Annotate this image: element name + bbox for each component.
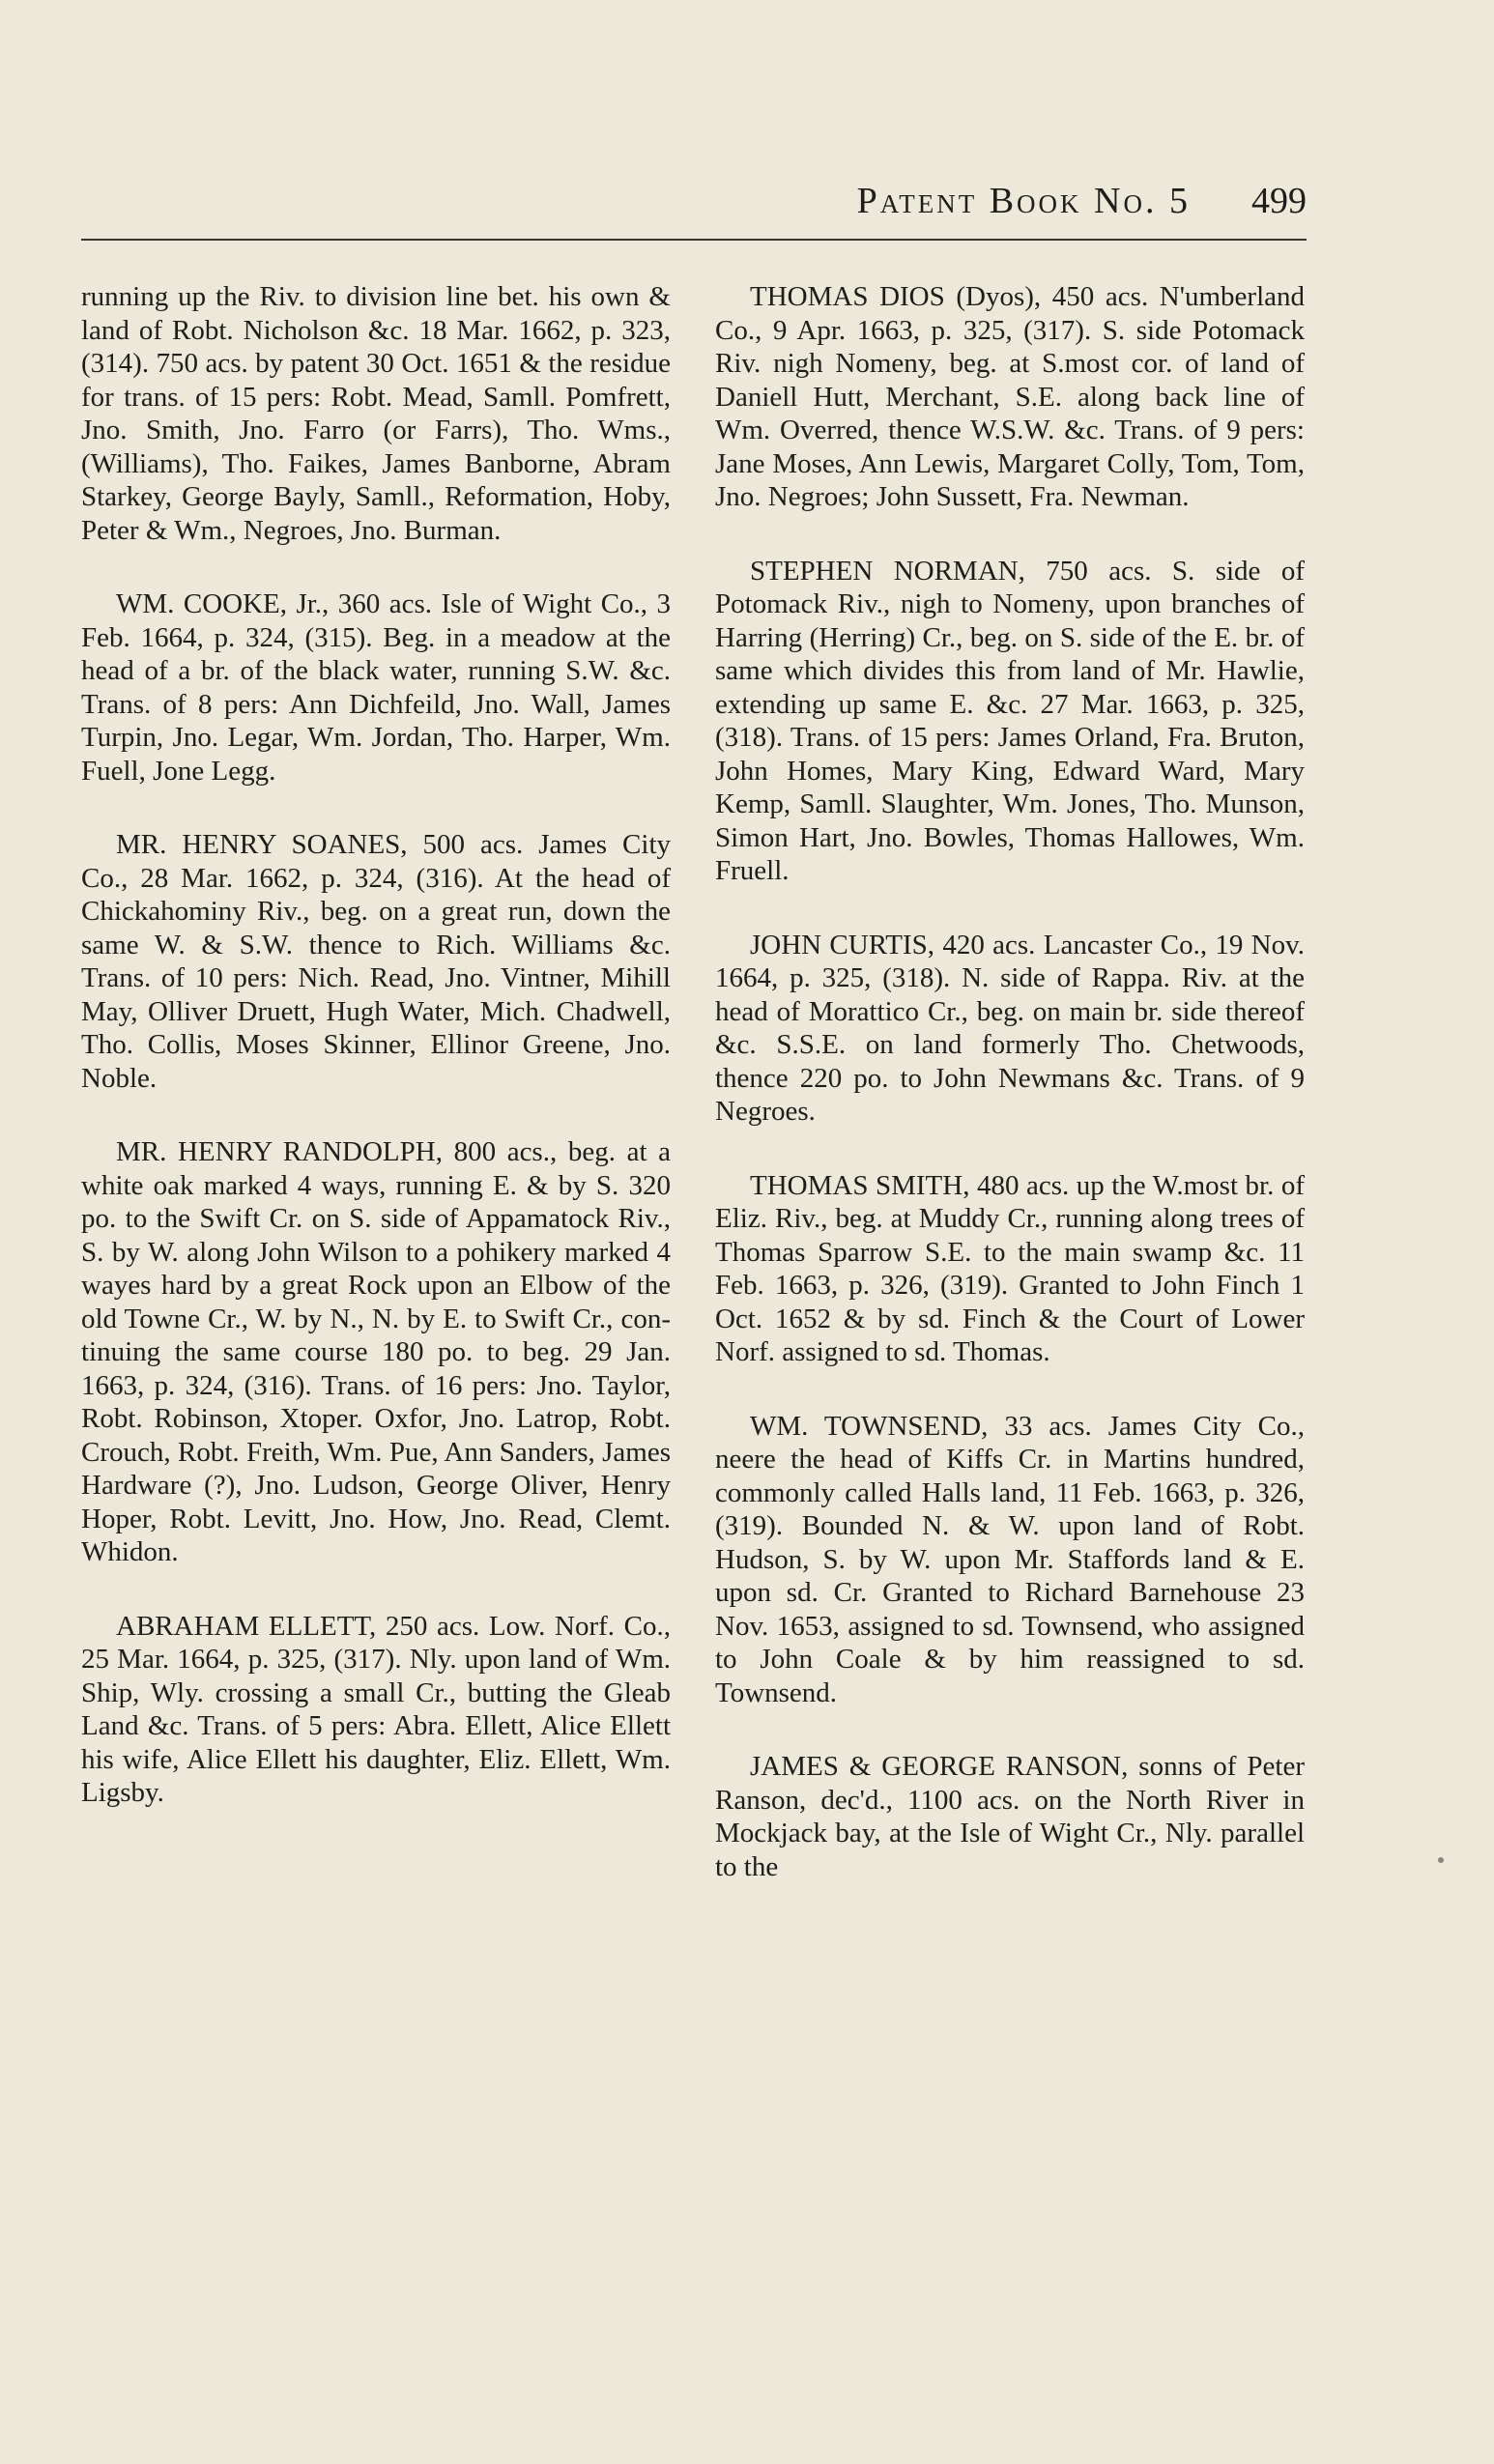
left-column <box>81 280 671 2406</box>
page-header <box>81 180 1307 234</box>
running-head: Patent Book No. 5 <box>856 181 1191 221</box>
patent-entry-stephen-norman: STEPHEN NORMAN, 750 acs. S. side of Potomack Riv., nigh to Nomeny, upon branches of Harring (Herring) Cr., beg. on S. side of the E. br. of same which divides this from land of Mr. Hawlie, extending up same E. &c. 27 Mar. 1663, p. 325, (318). Trans. of 15 pers: James Orland, Fra. Bruton, John Homes, Mary King, Edward Ward, Mary Kemp, Samll. Slaughter, Wm. Jones, Tho. Munson, Simon Hart, Jno. Bowles, Thomas Hallowes, Wm. Fruell. <box>715 555 1305 886</box>
patent-entry-thomas-smith: THOMAS SMITH, 480 acs. up the W.most br. of Eliz. Riv., beg. at Muddy Cr., running along trees of Thomas Sparrow S.E. to the main swamp &c. 11 Feb. 1663, p. 326, (319). Granted to John Finch 1 Oct. 1652 & by sd. Finch & the Court of Lower Norf. assigned to sd. Thomas. <box>715 1169 1305 1367</box>
paper-speck <box>1438 1857 1444 1863</box>
patent-entry-wm-townsend: WM. TOWNSEND, 33 acs. James City Co., neere the head of Kiffs Cr. in Martins hundred, commonly called Halls land, 11 Feb. 1663, p. 326, (319). Bounded N. & W. upon land of Robt. Hudson, S. by W. upon Mr. Staffords land & E. upon sd. Cr. Granted to Richard Barnehouse 23 Nov. 1653, assigned to sd. Townsend, who assigned to John Coale & by him reassigned to sd. Townsend. <box>715 1410 1305 1708</box>
patent-entry-ranson: JAMES & GEORGE RANSON, sonns of Peter Ranson, dec'd., 1100 acs. on the North River in Mockjack bay, at the Isle of Wight Cr., Nly. parallel to the <box>715 1751 1305 1882</box>
page-number: 499 <box>1251 181 1307 221</box>
patent-entry-henry-randolph: MR. HENRY RANDOLPH, 800 acs., beg. at a white oak marked 4 ways, running E. & by S. 320 po. to the Swift Cr. on S. side of Appamatock Riv., S. by W. along John Wilson to a pohikery marked 4 wayes hard by a great Rock upon an Elbow of the old Towne Cr., W. by N., N. by E. to Swift Cr., continuing the same course 180 po. to beg. 29 Jan. 1663, p. 324, (316). Trans. of 16 pers: Jno. Taylor, Robt. Robinson, Xtoper. Oxfor, Jno. Latrop, Robt. Crouch, Robt. Freith, Wm. Pue, Ann Sanders, James Hardware (?), Jno. Ludson, George Oliver, Henry Hoper, Robt. Levitt, Jno. How, Jno. Read, Clemt. Whidon. <box>81 1136 671 1567</box>
patent-entry-wm-cooke: WM. COOKE, Jr., 360 acs. Isle of Wight Co., 3 Feb. 1664, p. 324, (315). Beg. in a meadow at the head of a br. of the black water, running S.W. &c. Trans. of 8 pers: Ann Dichfeild, Jno. Wall, James Turpin, Jno. Legar, Wm. Jordan, Tho. Harper, Wm. Fuell, Jone Legg. <box>81 588 671 787</box>
patent-entry-thomas-dios: THOMAS DIOS (Dyos), 450 acs. N'umberland Co., 9 Apr. 1663, p. 325, (317). S. side Potomack Riv. nigh Nomeny, beg. at S.most cor. of land of Daniell Hutt, Merchant, S.E. along back line of Wm. Overred, thence W.S.W. &c. Trans. of 9 pers: Jane Moses, Ann Lewis, Margaret Colly, Tom, Tom, Jno. Negroes; John Sussett, Fra. Newman. <box>715 281 1305 512</box>
right-column <box>715 280 1305 2406</box>
patent-entry-continuation: running up the Riv. to division line bet. his own & land of Robt. Nicholson &c. 18 Mar. 1662, p. 323, (314). 750 acs. by patent 30 Oct. 1651 & the residue for trans. of 15 pers: Robt. Mead, Samll. Pomfrett, Jno. Smith, Jno. Farro (or Farrs), Tho. Wms., (Williams), Tho. Faikes, James Banborne, Abram Starkey, George Bayly, Samll., Reformation, Hoby, Peter & Wm., Negroes, Jno. Burman. <box>81 281 671 546</box>
patent-entry-abraham-ellett: ABRAHAM ELLETT, 250 acs. Low. Norf. Co., 25 Mar. 1664, p. 325, (317). Nly. upon land of Wm. Ship, Wly. crossing a small Cr., butting the Gleab Land &c. Trans. of 5 pers: Abra. Ellett, Alice Ellett his wife, Alice Ellett his daughter, Eliz. Ellett, Wm. Ligsby. <box>81 1610 671 1808</box>
header-rule <box>81 239 1307 241</box>
patent-entry-john-curtis: JOHN CURTIS, 420 acs. Lancaster Co., 19 Nov. 1664, p. 325, (318). N. side of Rappa. Riv. at the head of Morattico Cr., beg. on main br. side thereof &c. S.S.E. on land formerly Tho. Chetwoods, thence 220 po. to John Newmans &c. Trans. of 9 Negroes. <box>715 929 1305 1127</box>
patent-entry-henry-soanes: MR. HENRY SOANES, 500 acs. James City Co., 28 Mar. 1662, p. 324, (316). At the head of Chickahominy Riv., beg. on a great run, down the same W. & S.W. thence to Rich. Williams &c. Trans. of 10 pers: Nich. Read, Jno. Vintner, Mihill May, Olliver Druett, Hugh Water, Mich. Chadwell, Tho. Collis, Moses Skinner, Ellinor Greene, Jno. Noble. <box>81 829 671 1094</box>
